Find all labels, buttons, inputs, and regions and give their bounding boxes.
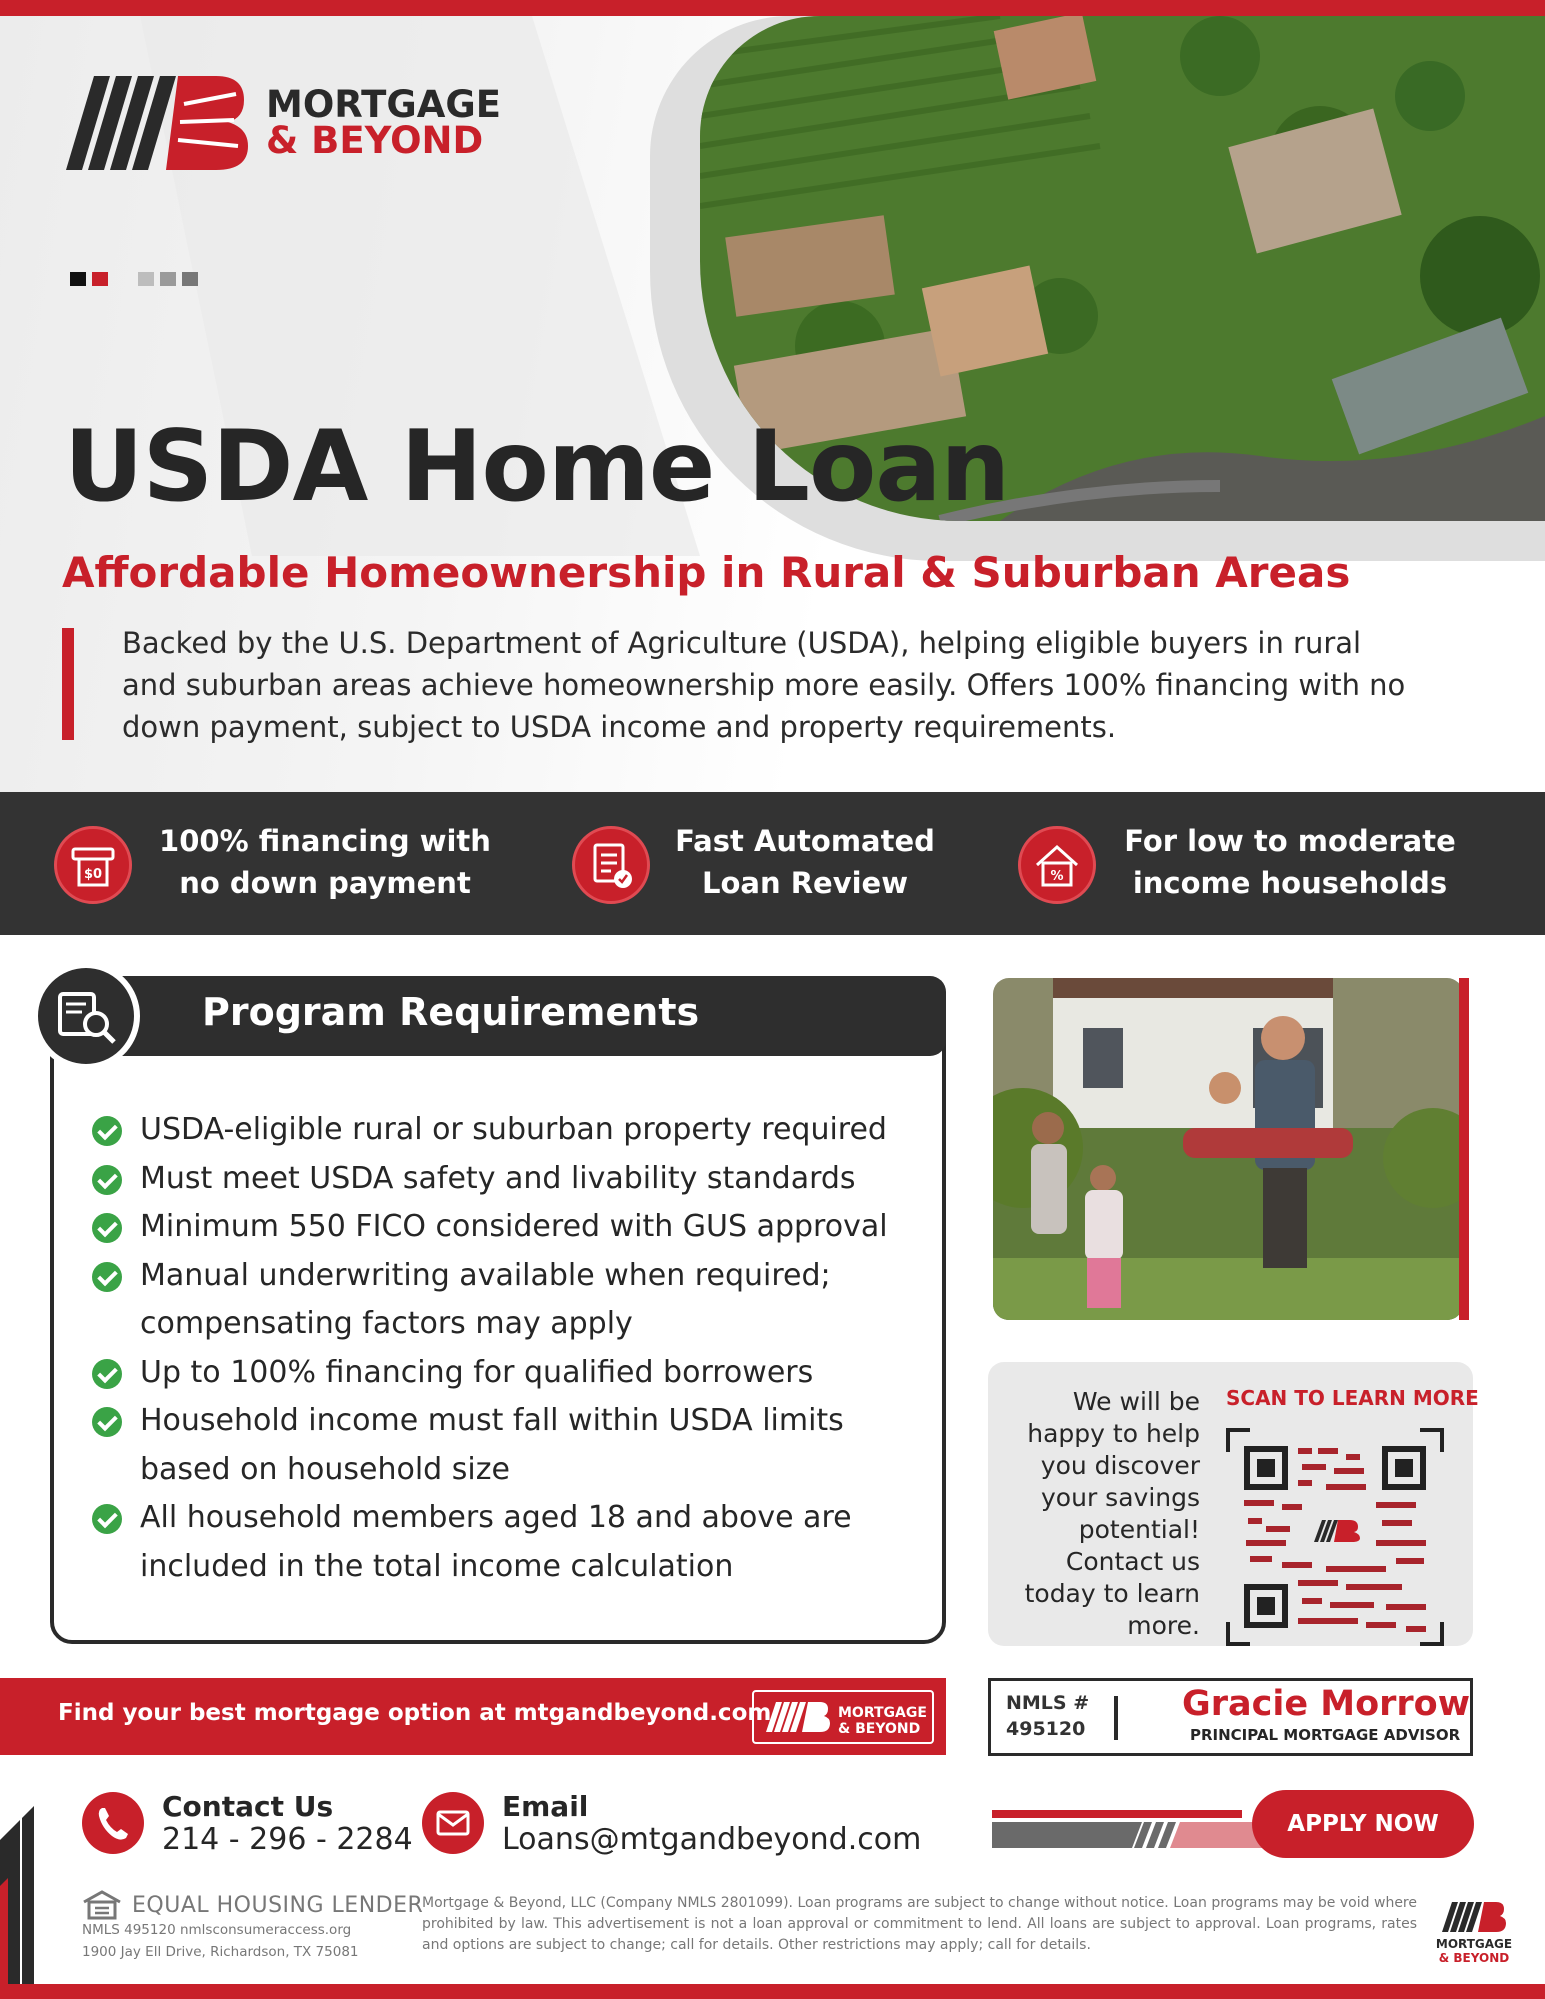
- feature-financing-line2: no down payment: [179, 866, 471, 900]
- document-search-icon: [32, 962, 140, 1070]
- lead-paragraph: Backed by the U.S. Department of Agriculture (USDA), helping eligible buyers in rural and suburban areas achieve homeownership more easily. Offers 100% financing with no down payment, subject to USDA income and property requirements.: [122, 626, 1406, 744]
- top-accent-bar: [0, 0, 1545, 16]
- requirement-text: All household members aged 18 and above are included in the total income calculation: [140, 1500, 852, 1584]
- lead-accent-bar: [62, 628, 74, 740]
- feature-review-line1: Fast Automated: [675, 824, 935, 858]
- company-logo-mark: [66, 74, 248, 172]
- logo-wordmark-line1: MORTGAGE: [266, 83, 501, 126]
- list-item: [92, 1494, 922, 1591]
- check-icon: [92, 1407, 122, 1437]
- house-percent-icon: [1018, 826, 1096, 904]
- advisor-name: Gracie Morrow: [1182, 1684, 1471, 1724]
- qr-code[interactable]: [1226, 1428, 1444, 1646]
- qr-scan-label: SCAN TO LEARN MORE: [1226, 1386, 1479, 1410]
- requirement-text: Manual underwriting available when required; compensating factors may apply: [140, 1257, 831, 1341]
- email-icon: [422, 1792, 484, 1854]
- feature-income-line1: For low to moderate: [1124, 824, 1456, 858]
- requirement-text: Household income must fall within USDA limits based on household size: [140, 1403, 844, 1487]
- requirement-text: Up to 100% financing for qualified borrowers: [140, 1354, 814, 1390]
- feature-financing: [150, 820, 500, 904]
- page-subtitle: Affordable Homeownership in Rural & Suburban Areas: [62, 548, 1351, 597]
- list-item: [92, 1252, 922, 1349]
- requirements-title: Program Requirements: [202, 990, 700, 1034]
- email-address[interactable]: Loans@mtgandbeyond.com: [502, 1822, 922, 1857]
- logo-wordmark-line2: & BEYOND: [266, 119, 484, 162]
- feature-financing-line1: 100% financing with: [159, 824, 491, 858]
- nmls-number: 495120: [1006, 1718, 1086, 1740]
- phone-icon: [82, 1792, 144, 1854]
- photo-accent-bar: [1459, 978, 1469, 1320]
- phone-label: Contact Us: [162, 1790, 334, 1823]
- check-icon: [92, 1165, 122, 1195]
- feature-review-line2: Loan Review: [701, 866, 909, 900]
- footer-disclaimer: Mortgage & Beyond, LLC (Company NMLS 2801099). Loan programs are subject to change without notice. Loan programs may be void where prohibited by law. This advertisement is not a loan approval or commitment to lend. All loans are subject to approval. Loan programs, rates and options are subject to change; call for details. Other restrictions may apply; call for details.: [422, 1895, 1417, 1953]
- qr-message: We will be happy to help you discover your savings potential! Contact us today to learn more.: [1024, 1387, 1200, 1640]
- equal-housing-label: EQUAL HOUSING LENDER: [132, 1893, 424, 1918]
- list-item: [92, 1349, 922, 1398]
- family-photo: [993, 978, 1463, 1320]
- requirement-text: USDA-eligible rural or suburban property required: [140, 1112, 887, 1147]
- footer-nmls: NMLS 495120 nmlsconsumeraccess.org: [82, 1922, 352, 1938]
- requirement-text: Minimum 550 FICO considered with GUS approval: [140, 1209, 888, 1244]
- advisor-divider: [1114, 1696, 1118, 1740]
- decorative-stripes: [992, 1810, 1262, 1850]
- phone-number[interactable]: 214 - 296 - 2284: [162, 1822, 413, 1857]
- equal-housing-icon: [82, 1890, 122, 1924]
- advisor-title: PRINCIPAL MORTGAGE ADVISOR: [1190, 1726, 1461, 1744]
- cta-logo: [752, 1690, 934, 1744]
- list-item: [92, 1397, 922, 1494]
- list-item: [92, 1155, 922, 1204]
- feature-income: [1110, 820, 1470, 904]
- money-card-icon: [54, 826, 132, 904]
- feature-income-line2: income households: [1132, 866, 1448, 900]
- footer-address: 1900 Jay Ell Drive, Richardson, TX 75081: [82, 1944, 359, 1960]
- svg-text:$0: $0: [83, 867, 103, 882]
- page-title: USDA Home Loan: [64, 410, 1010, 524]
- list-item: [92, 1203, 922, 1252]
- list-item: [92, 1106, 922, 1155]
- svg-text:& BEYOND: & BEYOND: [1438, 1951, 1510, 1965]
- check-icon: [92, 1262, 122, 1292]
- decorative-corner-stripes: [0, 1800, 34, 1984]
- svg-text:MORTGAGE: MORTGAGE: [1435, 1937, 1513, 1951]
- apply-now-button[interactable]: APPLY NOW: [1252, 1790, 1474, 1858]
- check-icon: [92, 1504, 122, 1534]
- check-icon: [92, 1116, 122, 1146]
- cta-text[interactable]: Find your best mortgage option at mtgandbeyond.com: [58, 1700, 772, 1726]
- nmls-label: NMLS #: [1006, 1692, 1090, 1714]
- advisor-nmls: [1006, 1690, 1089, 1742]
- bottom-accent-bar: [0, 1984, 1545, 1999]
- requirement-text: Must meet USDA safety and livability standards: [140, 1160, 856, 1196]
- check-icon: [92, 1213, 122, 1243]
- document-check-icon: [572, 826, 650, 904]
- footer-logo: [1432, 1896, 1516, 1966]
- feature-review: [660, 820, 950, 904]
- email-label: Email: [502, 1790, 589, 1823]
- svg-text:MORTGAGE: MORTGAGE: [838, 1705, 927, 1721]
- svg-text:%: %: [1050, 869, 1064, 884]
- requirements-list: [92, 1106, 922, 1591]
- check-icon: [92, 1359, 122, 1389]
- svg-text:& BEYOND: & BEYOND: [838, 1721, 921, 1737]
